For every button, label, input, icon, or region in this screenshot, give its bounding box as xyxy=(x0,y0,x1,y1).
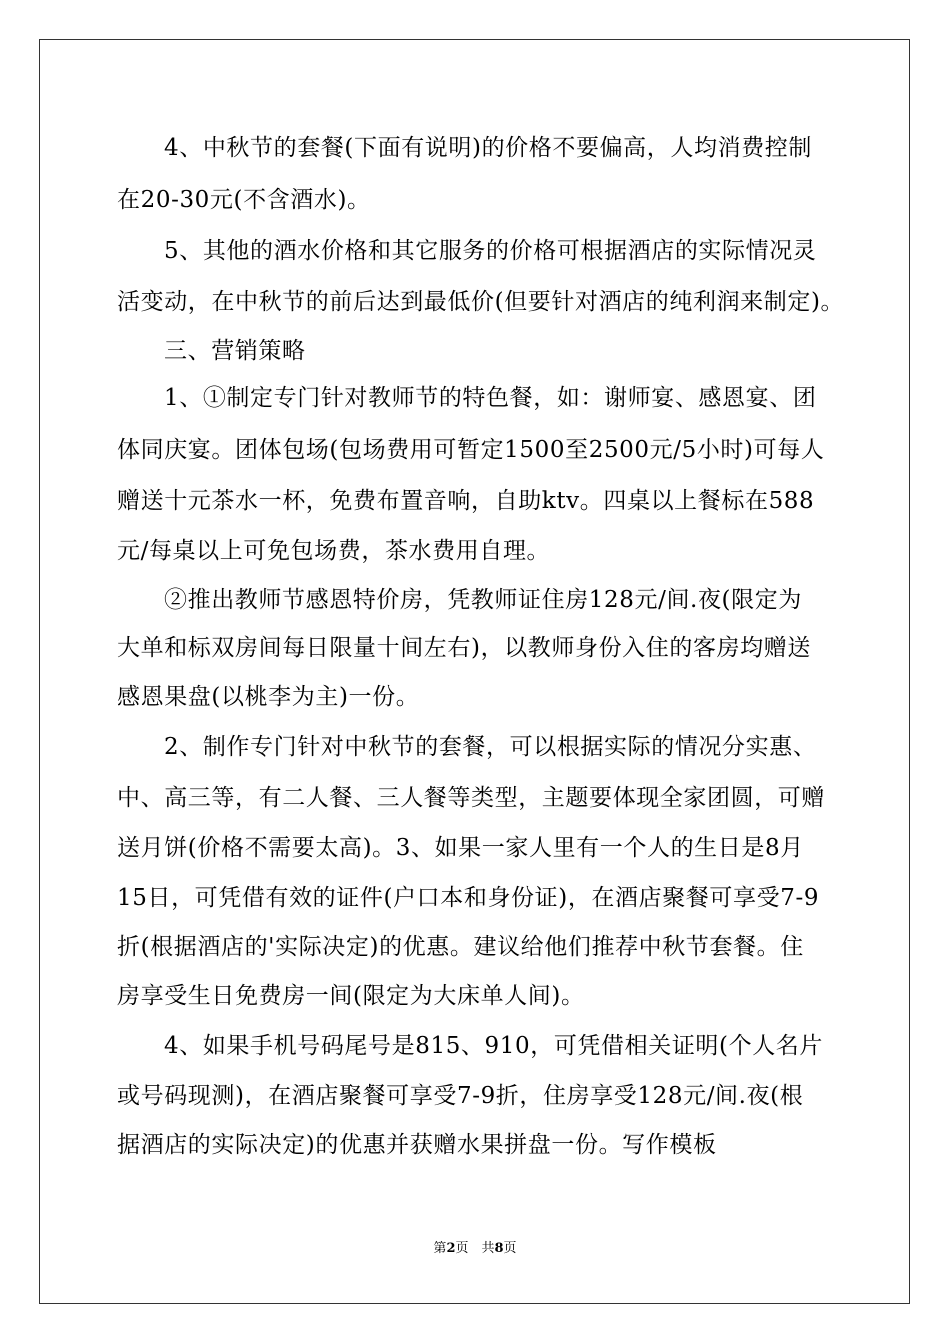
page-footer xyxy=(0,1240,950,1258)
text-line: 2、制作专门针对中秋节的套餐，可以根据实际的情况分实惠、 xyxy=(164,734,817,760)
text-line: 折(根据酒店的'实际决定)的优惠。建议给他们推荐中秋节套餐。住 xyxy=(117,934,804,960)
text-line: 在20-30元(不含酒水)。 xyxy=(117,187,371,213)
page-mid: 页 共 xyxy=(455,1241,495,1256)
text-line: 15日，可凭借有效的证件(户口本和身份证)，在酒店聚餐可享受7-9 xyxy=(117,885,820,911)
page-suffix: 页 xyxy=(503,1241,517,1256)
page-prefix: 第 xyxy=(433,1241,447,1256)
text-line: 1、①制定专门针对教师节的特色餐，如：谢师宴、感恩宴、团 xyxy=(164,385,817,411)
page-current: 2 xyxy=(446,1241,456,1256)
text-line: ②推出教师节感恩特价房，凭教师证住房128元/间.夜(限定为 xyxy=(164,587,802,613)
text-line: 4、中秋节的套餐(下面有说明)的价格不要偏高，人均消费控制 xyxy=(164,135,812,161)
text-line: 大单和标双房间每日限量十间左右)，以教师身份入住的客房均赠送 xyxy=(117,635,811,661)
text-line: 房享受生日免费房一间(限定为大床单人间)。 xyxy=(117,983,585,1009)
text-line: 元/每桌以上可免包场费，茶水费用自理。 xyxy=(117,538,551,564)
text-line: 或号码现测)，在酒店聚餐可享受7-9折，住房享受128元/间.夜(根 xyxy=(117,1083,804,1109)
text-line: 送月饼(价格不需要太高)。3、如果一家人里有一个人的生日是8月 xyxy=(117,835,804,861)
page-total: 8 xyxy=(494,1241,504,1256)
text-line: 感恩果盘(以桃李为主)一份。 xyxy=(117,684,420,710)
text-line: 活变动，在中秋节的前后达到最低价(但要针对酒店的纯利润来制定)。 xyxy=(117,289,845,315)
text-line: 据酒店的实际决定)的优惠并获赠水果拼盘一份。写作模板 xyxy=(117,1132,717,1158)
text-line: 5、其他的酒水价格和其它服务的价格可根据酒店的实际情况灵 xyxy=(164,238,817,264)
text-line: 4、如果手机号码尾号是815、910，可凭借相关证明(个人名片 xyxy=(164,1033,824,1059)
page-border xyxy=(39,39,910,1304)
text-line: 中、高三等，有二人餐、三人餐等类型，主题要体现全家团圆，可赠 xyxy=(117,785,825,811)
text-line: 赠送十元茶水一杯，免费布置音响，自助ktv。四桌以上餐标在588 xyxy=(117,488,815,514)
text-line: 体同庆宴。团体包场(包场费用可暂定1500至2500元/5小时)可每人 xyxy=(117,437,825,463)
section-heading: 三、营销策略 xyxy=(164,338,306,364)
